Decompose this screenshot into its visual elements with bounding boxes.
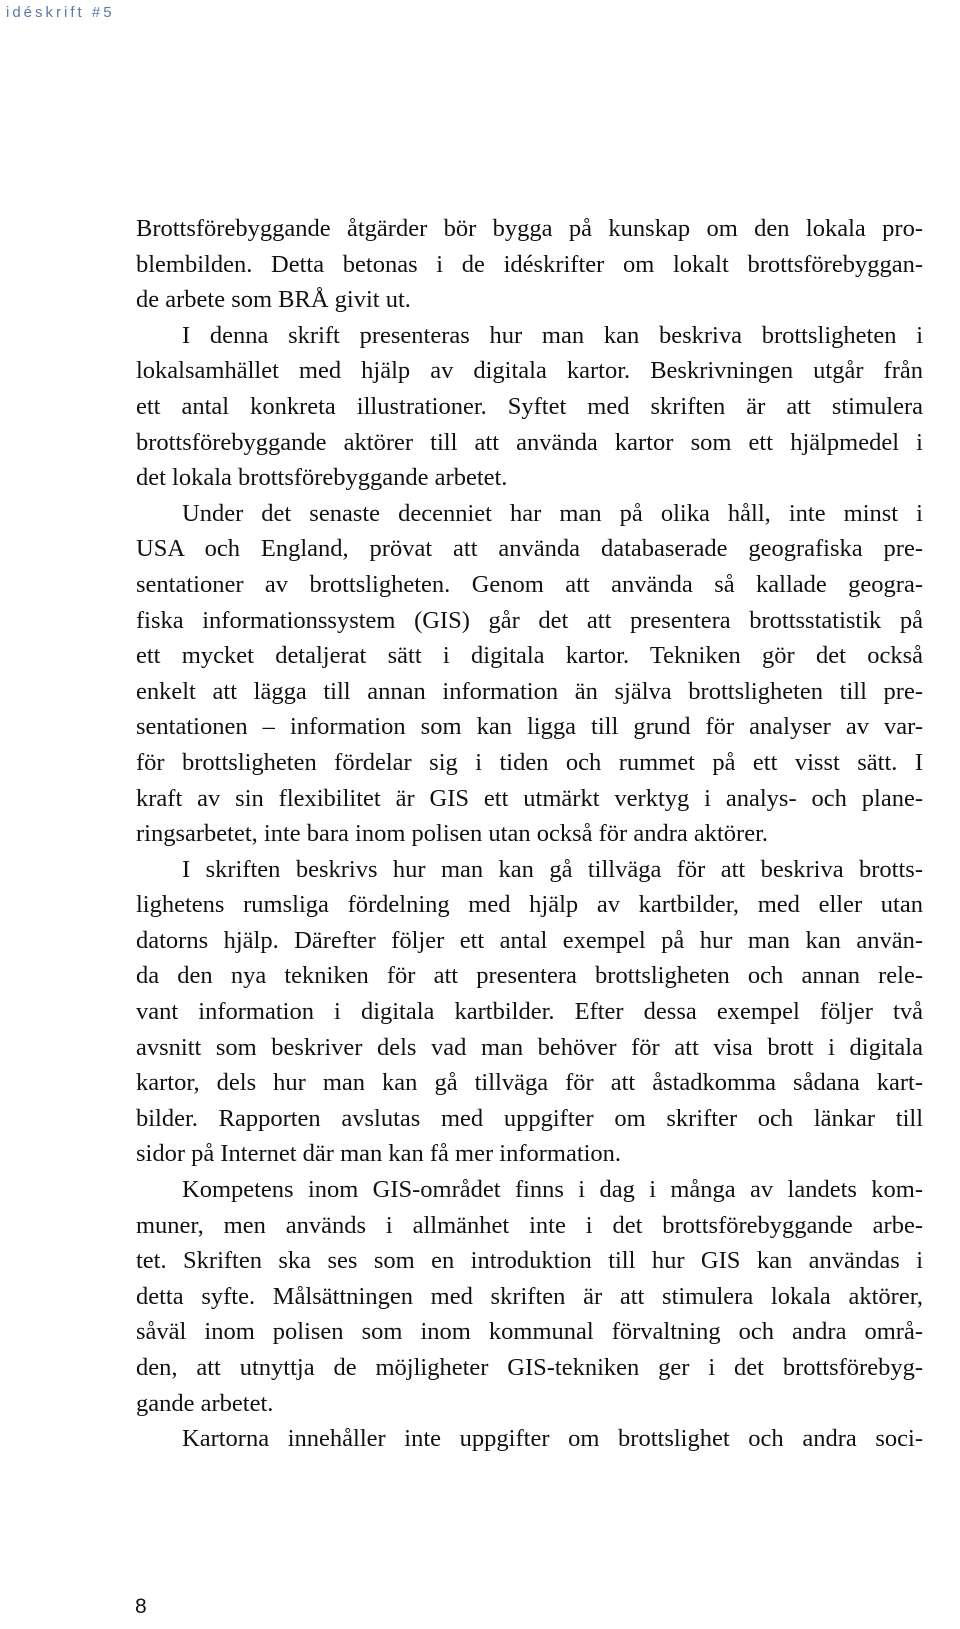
text-line: enkelt att lägga till annan information än själva brottsligheten till pre- — [136, 677, 923, 705]
text-line: blembilden. Detta betonas i de idéskrifter om lokalt brottsförebyggan- — [136, 250, 923, 278]
text-line: datorns hjälp. Därefter följer ett antal exempel på hur man kan använ- — [136, 926, 923, 954]
text-line: brottsförebyggande aktörer till att använda kartor som ett hjälpmedel i — [136, 428, 923, 456]
text-line: ett mycket detaljerat sätt i digitala kartor. Tekniken gör det också — [136, 642, 923, 670]
text-line: lighetens rumsliga fördelning med hjälp av kartbilder, med eller utan — [136, 891, 923, 919]
text-line: för brottsligheten fördelar sig i tiden och rummet på ett visst sätt. I — [136, 748, 923, 776]
text-line: såväl inom polisen som inom kommunal förvaltning och andra områ- — [136, 1318, 923, 1346]
text-line: ett antal konkreta illustrationer. Syftet med skriften är att stimulera — [136, 392, 923, 420]
text-line: gande arbetet. — [136, 1389, 274, 1417]
text-line: detta syfte. Målsättningen med skriften är att stimulera lokala aktörer, — [136, 1282, 923, 1310]
text-line: sidor på Internet där man kan få mer information. — [136, 1140, 622, 1168]
text-line: muner, men används i allmänhet inte i det brottsförebyggande arbe- — [136, 1211, 923, 1239]
text-line: bilder. Rapporten avslutas med uppgifter om skrifter och länkar till — [136, 1104, 923, 1132]
text-line: Kompetens inom GIS-området finns i dag i många av landets kom- — [182, 1176, 923, 1204]
body-text — [136, 211, 923, 1457]
text-line: avsnitt som beskriver dels vad man behöver för att visa brott i digitala — [136, 1033, 923, 1061]
text-line: kraft av sin flexibilitet är GIS ett utmärkt verktyg i analys- och plane- — [136, 784, 923, 812]
text-line: lokalsamhället med hjälp av digitala kartor. Beskrivningen utgår från — [136, 357, 923, 385]
text-line: tet. Skriften ska ses som en introduktion till hur GIS kan användas i — [136, 1247, 923, 1275]
running-header: idéskrift #5 — [6, 4, 115, 21]
text-line: ringsarbetet, inte bara inom polisen utan också för andra aktörer. — [136, 820, 769, 848]
text-line: kartor, dels hur man kan gå tillväga för att åstadkomma sådana kart- — [136, 1069, 923, 1097]
text-line: den, att utnyttja de möjligheter GIS-tekniken ger i det brottsförebyg- — [136, 1354, 923, 1381]
text-line: I denna skrift presenteras hur man kan beskriva brottsligheten i — [182, 321, 923, 349]
text-line: USA och England, prövat att använda databaserade geografiska pre- — [136, 535, 923, 563]
page-number: 8 — [135, 1595, 147, 1618]
text-line: det lokala brottsförebyggande arbetet. — [136, 464, 508, 492]
text-line: sentationen – information som kan ligga till grund för analyser av var- — [136, 713, 923, 741]
text-line: da den nya tekniken för att presentera brottsligheten och annan rele- — [136, 962, 923, 990]
text-line: sentationer av brottsligheten. Genom att använda så kallade geogra- — [136, 570, 923, 598]
text-line: de arbete som BRÅ givit ut. — [136, 286, 411, 314]
text-line: Under det senaste decenniet har man på olika håll, inte minst i — [182, 499, 923, 527]
text-line: I skriften beskrivs hur man kan gå tillväga för att beskriva brotts- — [182, 855, 923, 883]
text-line: vant information i digitala kartbilder. Efter dessa exempel följer två — [136, 998, 923, 1026]
text-line: Brottsförebyggande åtgärder bör bygga på kunskap om den lokala pro- — [136, 215, 923, 242]
text-line: fiska informationssystem (GIS) går det att presentera brottsstatistik på — [136, 606, 923, 634]
text-line: Kartorna innehåller inte uppgifter om brottslighet och andra soci- — [182, 1425, 923, 1453]
